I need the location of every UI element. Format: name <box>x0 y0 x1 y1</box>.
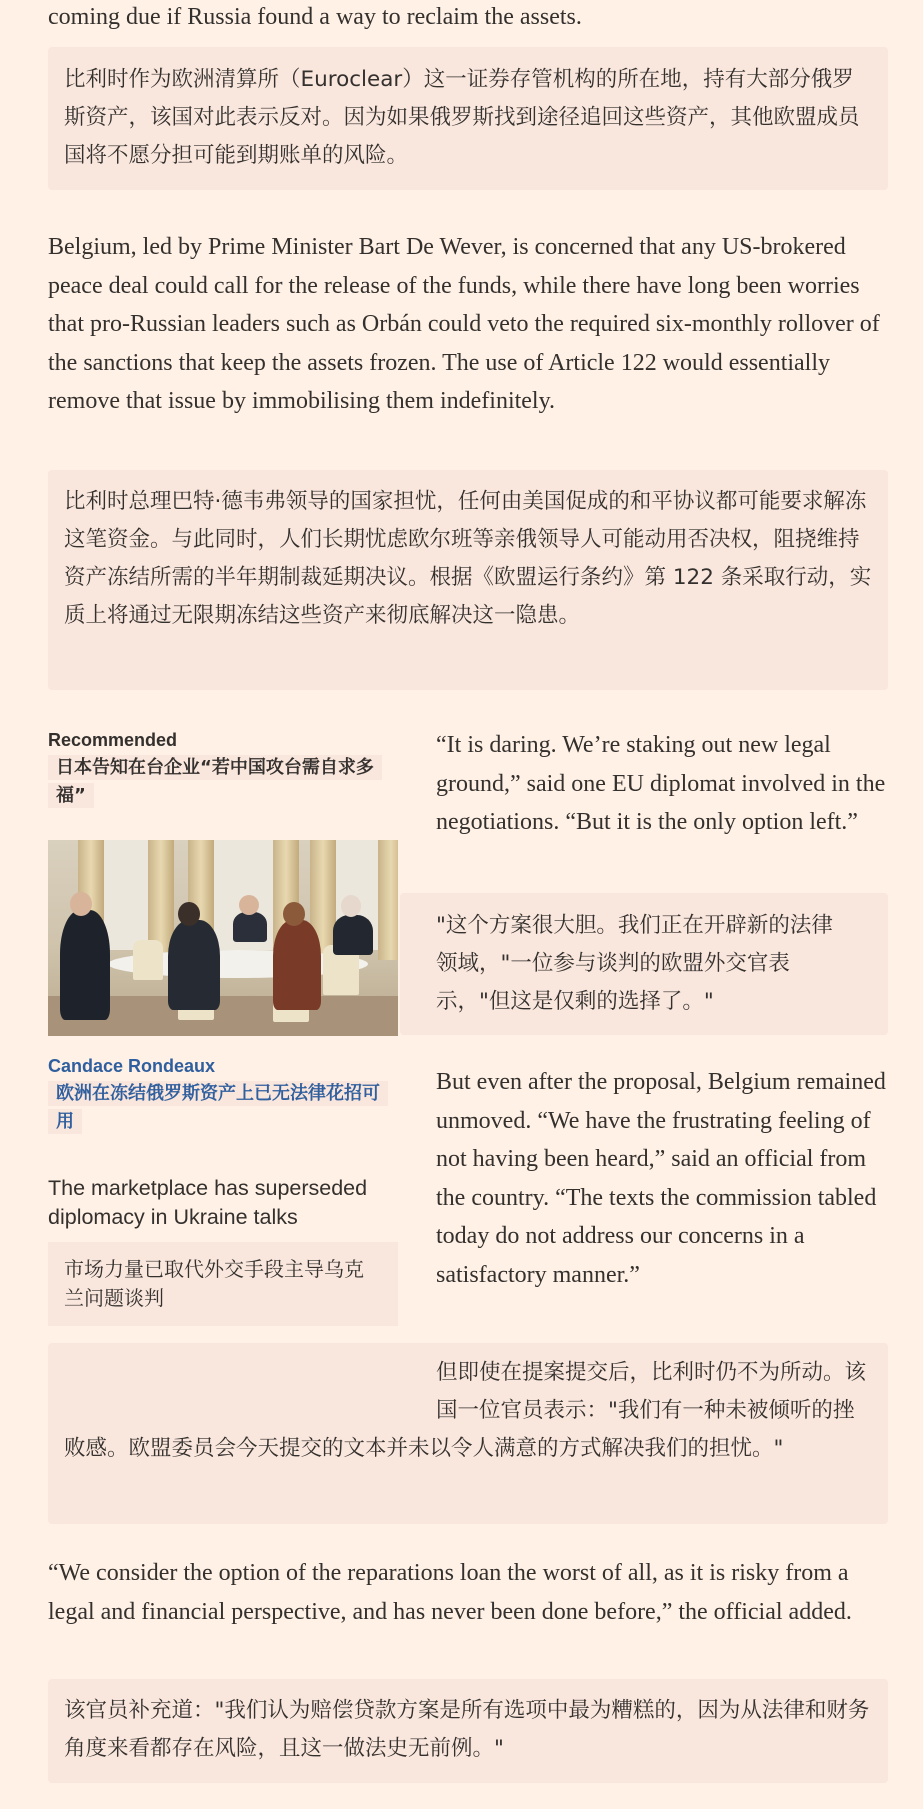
paragraph-en-quote: “It is daring. We’re staking out new legal ground,” said one EU diplomat involved in the negotiations. “But it is the only option left.” <box>436 732 886 835</box>
paragraph-zh-translation: 比利时作为欧洲清算所（Euroclear）这一证券存管机构的所在地，持有大部分俄罗斯资产，该国对此表示反对。因为如果俄罗斯找到途径追回这些资产，其他欧盟成员国将不愿分担可能到期账单的风险。 <box>48 47 888 190</box>
recommended-label: Recommended <box>48 730 178 750</box>
author-link[interactable]: Candace Rondeaux <box>48 1056 216 1076</box>
recommended-link-marketplace-zh[interactable]: 市场力量已取代外交手段主导乌克兰问题谈判 <box>48 1242 398 1326</box>
recommended-rail <box>48 728 398 1326</box>
paragraph-en: coming due if Russia found a way to reclaim the assets. <box>48 4 582 30</box>
recommended-link-japan-taiwan[interactable]: 日本告知在台企业“若中国攻台需自求多福” <box>48 755 382 808</box>
paragraph-en: But even after the proposal, Belgium remained unmoved. “We have the frustrating feeling of not having been heard,” said an official from the country. “The texts the commission tabled today do not address our concerns in a satisfactory manner.” <box>436 1069 886 1288</box>
paragraph-en: Belgium, led by Prime Minister Bart De Wever, is concerned that any US-brokered peace deal could call for the release of the funds, while there have long been worries that pro-Russian leaders such as Orbán could veto the required six-monthly rollover of the sanctions that keep the assets frozen. The use of Article 122 would essentially remove that issue by immobilising them indefinitely. <box>48 234 880 414</box>
recommended-article-photo[interactable] <box>48 840 398 1036</box>
float-spacer <box>64 1354 436 1430</box>
paragraph-zh-translation: "这个方案很大胆。我们正在开辟新的法律领域，"一位参与谈判的欧盟外交官表示，"但这是仅剩的选择了。" <box>400 893 888 1035</box>
paragraph-zh-translation: 比利时总理巴特·德韦弗领导的国家担忧，任何由美国促成的和平协议都可能要求解冻这笔资金。与此同时，人们长期忧虑欧尔班等亲俄领导人可能动用否决权，阻挠维持资产冻结所需的半年期制裁延期决议。根据《欧盟运行条约》第 122 条采取行动，实质上将通过无限期冻结这些资产来彻底解决这一隐患。 <box>48 470 888 690</box>
paragraph-zh-translation <box>48 1343 888 1524</box>
paragraph-zh-text: 但即使在提案提交后，比利时仍不为所动。该国一位官员表示："我们有一种未被倾听的挫败感。欧盟委员会今天提交的文本并未以令人满意的方式解决我们的担忧。" <box>64 1360 867 1461</box>
paragraph-zh-translation: 该官员补充道："我们认为赔偿贷款方案是所有选项中最为糟糕的，因为从法律和财务角度来看都存在风险，且这一做法史无前例。" <box>48 1679 888 1783</box>
recommended-link-marketplace[interactable]: The marketplace has superseded diplomacy in Ukraine talks <box>48 1176 368 1229</box>
recommended-link-frozen-assets[interactable]: 欧洲在冻结俄罗斯资产上已无法律花招可用 <box>48 1081 388 1134</box>
paragraph-en-quote: “We consider the option of the reparations loan the worst of all, as it is risky from a legal and financial perspective, and has never been done before,” the official added. <box>48 1560 852 1625</box>
